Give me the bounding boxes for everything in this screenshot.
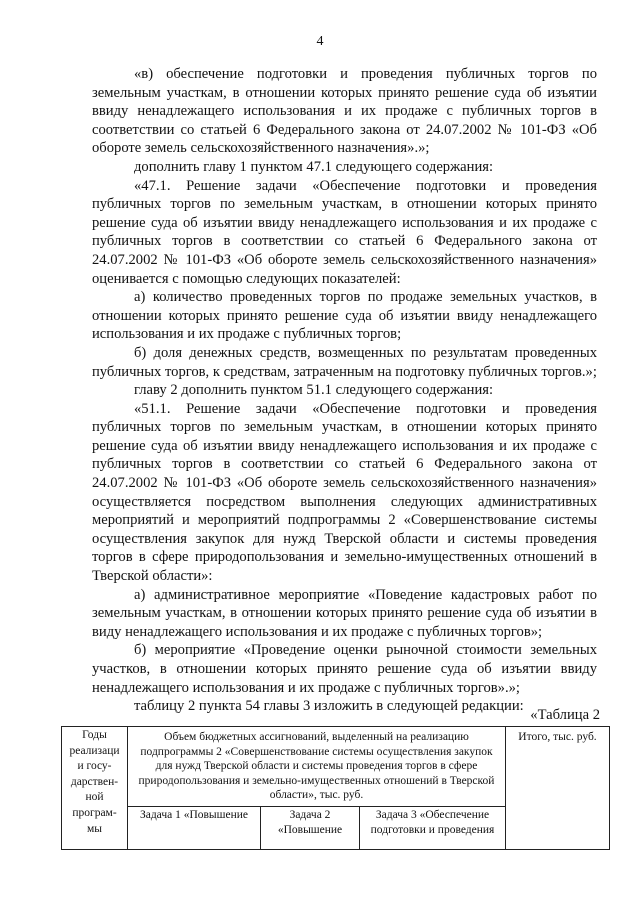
paragraph: а) административное мероприятие «Поведение кадастровых работ по земельным участкам, в отношении которых принято решение суда об изъятии в виду ненадлежащего использования и их продаже с публичных торгов»; [92, 586, 597, 640]
table-caption: «Таблица 2 [530, 707, 600, 723]
paragraph: дополнить главу 1 пунктом 47.1 следующего содержания: [134, 158, 494, 175]
header-budget: Объем бюджетных ассигнований, выделенный на реализацию подпрограммы 2 «Совершенствование системы осуществления закупок для нужд Тверской области и системы проведения торгов в сфере природопользования и земельно-имущественных отношений в Тверской области», тыс. руб. [128, 727, 506, 807]
paragraph: а) количество проведенных торгов по продаже земельных участков, в отношении которых принято решение суда об изъятии ввиду ненадлежащего использования и их продаже с публичных торгов; [92, 289, 597, 343]
page-number: 4 [316, 34, 324, 49]
paragraph: «в) обеспечение подготовки и проведения публичных торгов по земельным участкам, в отношении которых принято решение суда об изъятии ввиду ненадлежащего использования и их продаже с публичных торгов в соответствии со статьей 6 Федерального закона от 24.07.2002 № 101-ФЗ «Об обороте земель сельскохозяйственного назначения».»; [92, 66, 597, 157]
paragraph: «47.1. Решение задачи «Обеспечение подготовки и проведения публичных торгов по земельным участкам, в отношении которых принято решение суда об изъятии ввиду ненадлежащего использования и их продаже с публичных торгов в соответствии со статьей 6 Федерального закона от 24.07.2002 № 101-ФЗ «Об обороте земель сельскохозяйственного назначения» оценивается с помощью следующих показателей: [92, 177, 597, 287]
header-total: Итого, тыс. руб. [506, 727, 610, 850]
paragraph: главу 2 дополнить пунктом 51.1 следующего содержания: [134, 382, 494, 399]
header-task-1: Задача 1 «Повышение [128, 806, 261, 849]
budget-table [61, 726, 610, 850]
paragraph: б) мероприятие «Проведение оценки рыночной стоимости земельных участков, в отношении которых принято решение суда об изъятии ввиду ненадлежащего использования и их продаже с публичных торгов».»; [92, 642, 597, 696]
paragraph: б) доля денежных средств, возмещенных по результатам проведенных публичных торгов, к средствам, затраченным на подготовку публичных торгов.»; [92, 344, 597, 380]
paragraph: таблицу 2 пункта 54 главы 3 изложить в следующей редакции: [134, 698, 524, 715]
header-task-3: Задача 3 «Обеспечение подготовки и проведения [360, 806, 506, 849]
paragraph: «51.1. Решение задачи «Обеспечение подготовки и проведения публичных торгов по земельным участкам, в отношении которых принято решение суда об изъятии ввиду ненадлежащего использования и их продаже с публичных торгов в соответствии со статьей 6 Федерального закона от 24.07.2002 № 101-ФЗ «Об обороте земель сельскохозяйственного назначения» осуществляется посредством выполнения следующих административных мероприятий и мероприятий подпрограммы 2 «Совершенствование системы осуществления закупок для нужд Тверской области и системы проведения торгов в сфере природопользования и земельно-имущественных отношений в Тверской области»: [92, 400, 597, 585]
document-body [92, 65, 597, 716]
header-years: Годы реализаци и госу- дарствен- ной програм- мы [62, 727, 128, 850]
header-task-2: Задача 2 «Повышение [261, 806, 360, 849]
